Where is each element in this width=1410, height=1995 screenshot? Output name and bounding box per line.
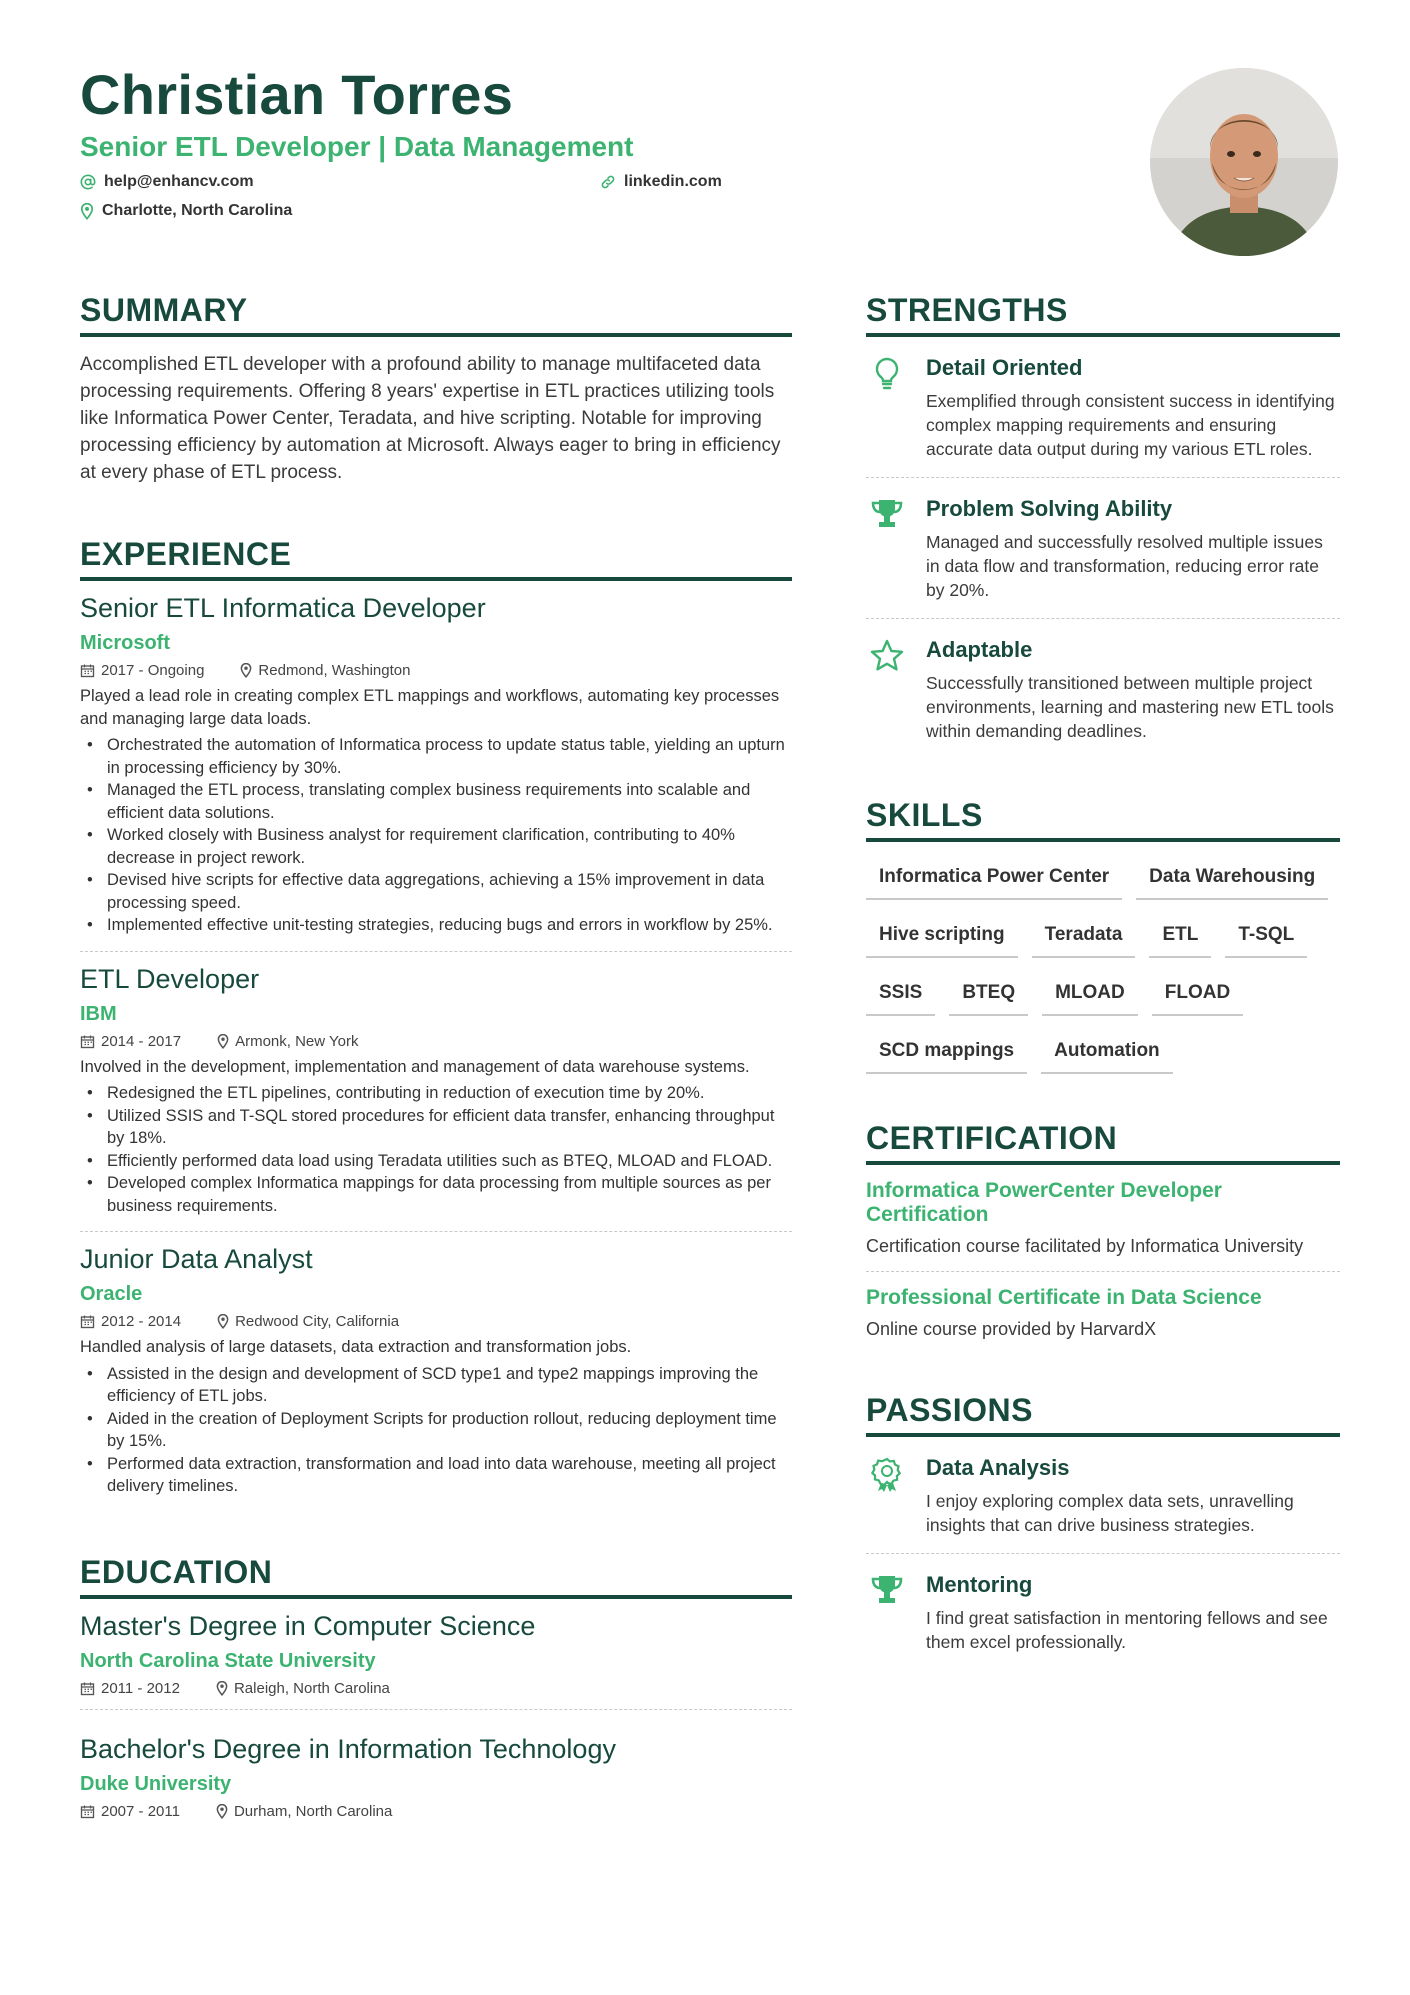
job-bullets: [80, 1363, 792, 1498]
skill-tag: MLOAD: [1042, 976, 1138, 1016]
profile-photo: [1150, 68, 1338, 256]
location-pin-icon: [80, 203, 94, 220]
job-dates: 2014 - 2017: [101, 1032, 182, 1050]
contact-linkedin[interactable]: [600, 173, 722, 191]
calendar-icon: [80, 1681, 95, 1696]
email-text: help@enhancv.com: [104, 173, 254, 190]
company-name: Microsoft: [80, 632, 170, 654]
passion-item: [866, 1553, 1340, 1670]
education-location: Raleigh, North Carolina: [233, 1679, 390, 1697]
star-icon: [870, 639, 904, 673]
at-icon: [80, 174, 96, 190]
passions-section: [866, 1392, 1340, 1670]
company-name: Oracle: [80, 1283, 143, 1305]
job-entry: [80, 951, 792, 1232]
job-title: ETL Developer: [80, 963, 260, 994]
education-dates: 2007 - 2011: [101, 1802, 180, 1820]
skill-tag: Data Warehousing: [1136, 860, 1328, 900]
job-location: Redmond, Washington: [258, 662, 411, 679]
job-bullet: • Aided in the creation of Deployment Scripts for production rollout, reducing deployment time by 15%.: [80, 1408, 792, 1453]
job-location: Redwood City, California: [235, 1313, 400, 1330]
certification-heading: CERTIFICATION: [866, 1120, 1340, 1165]
linkedin-text: linkedin.com: [624, 173, 722, 190]
trophy-icon: [870, 498, 904, 530]
company-name: IBM: [80, 1002, 117, 1025]
degree-title: Bachelor's Degree in Information Technology: [80, 1733, 616, 1764]
education-entry: [80, 1611, 792, 1709]
job-meta: [80, 1033, 792, 1050]
link-icon: [600, 174, 616, 190]
job-title: Junior Data Analyst: [80, 1244, 313, 1274]
candidate-title: Senior ETL Developer | Data Management: [80, 131, 634, 162]
experience-section: [80, 536, 792, 1512]
passion-title: Mentoring: [926, 1572, 1033, 1597]
strengths-section: [866, 292, 1340, 759]
job-location: Armonk, New York: [235, 1032, 359, 1050]
strength-text: Managed and successfully resolved multiple issues in data flow and transformation, reducing error rate by 20%.: [926, 532, 1323, 600]
passion-text: I find great satisfaction in mentoring fellows and see them excel professionally.: [926, 1608, 1328, 1652]
left-column: [80, 292, 792, 1832]
strength-title: Problem Solving Ability: [926, 496, 1173, 521]
strength-item: [866, 337, 1340, 477]
right-column: [866, 292, 1340, 1670]
job-bullet: • Assisted in the design and development of SCD type1 and type2 mappings improving the efficiency of ETL jobs.: [80, 1363, 792, 1408]
job-meta: [80, 662, 792, 679]
strength-title: Adaptable: [926, 637, 1033, 662]
skill-tag: Automation: [1041, 1034, 1173, 1074]
education-section: [80, 1554, 792, 1832]
education-meta: [80, 1680, 792, 1697]
job-dates: 2017 - Ongoing: [101, 662, 205, 679]
job-bullet: • Efficiently performed data load using Teradata utilities such as BTEQ, MLOAD and FLOAD.: [80, 1150, 792, 1173]
contact-email[interactable]: [80, 173, 254, 191]
certification-item: [866, 1271, 1340, 1354]
passions-heading: PASSIONS: [866, 1392, 1340, 1437]
location-pin-icon: [216, 1804, 228, 1819]
skills-section: [866, 797, 1340, 1074]
job-title: Senior ETL Informatica Developer: [80, 593, 486, 623]
job-bullets: [80, 1082, 792, 1217]
job-bullet: • Implemented effective unit-testing strategies, reducing bugs and errors in workflow by 25%.: [80, 914, 792, 937]
location-pin-icon: [240, 663, 252, 678]
job-bullet: • Managed the ETL process, translating complex business requirements into scalable and efficient data solutions.: [80, 779, 792, 824]
job-description: Handled analysis of large datasets, data extraction and transformation jobs.: [80, 1338, 632, 1356]
job-entry: [80, 593, 792, 951]
job-bullets: [80, 734, 792, 937]
job-bullet: • Redesigned the ETL pipelines, contributing in reduction of execution time by 20%.: [80, 1082, 792, 1105]
education-location: Durham, North Carolina: [233, 1802, 393, 1820]
education-dates: 2011 - 2012: [101, 1679, 180, 1697]
summary-text: Accomplished ETL developer with a profound ability to manage multifaceted data processing requirements. Offering 8 years' expertise in ETL practices utilizing tools like Informatica Power Center, Teradata, and hive scripting. Notable for improving processing efficiency by automation at Microsoft. Always eager to bring in efficiency at every phase of ETL process.: [80, 354, 781, 483]
location-pin-icon: [217, 1314, 229, 1329]
certification-title: Professional Certificate in Data Science: [866, 1286, 1262, 1309]
job-description: Played a lead role in creating complex ETL mappings and workflows, automating key processes and managing large data loads.: [80, 687, 780, 728]
skill-tag: SSIS: [866, 976, 935, 1016]
location-pin-icon: [217, 1034, 229, 1049]
contact-location: [80, 202, 292, 220]
skill-tag: ETL: [1149, 918, 1211, 958]
calendar-icon: [80, 1034, 95, 1049]
job-bullet: • Devised hive scripts for effective data aggregations, achieving a 15% improvement in data processing speed.: [80, 869, 792, 914]
skill-tag: SCD mappings: [866, 1034, 1027, 1074]
trophy-icon: [870, 1574, 904, 1606]
education-heading: EDUCATION: [80, 1554, 792, 1599]
passion-title: Data Analysis: [926, 1455, 1070, 1480]
certification-desc: Certification course facilitated by Informatica University: [866, 1236, 1304, 1256]
passion-text: I enjoy exploring complex data sets, unravelling insights that can drive business strategies.: [926, 1491, 1294, 1535]
summary-section: [80, 292, 792, 486]
skill-tag: Informatica Power Center: [866, 860, 1122, 900]
degree-title: Master's Degree in Computer Science: [80, 1610, 536, 1641]
strength-title: Detail Oriented: [926, 355, 1083, 380]
skills-list: [866, 860, 1340, 1074]
certification-title: Informatica PowerCenter Developer Certification: [866, 1179, 1222, 1226]
job-bullet: • Utilized SSIS and T-SQL stored procedures for efficient data transfer, enhancing throughput by 18%.: [80, 1105, 792, 1150]
experience-heading: EXPERIENCE: [80, 536, 792, 581]
summary-heading: SUMMARY: [80, 292, 792, 337]
award-ribbon-icon: [871, 1457, 903, 1493]
skill-tag: Teradata: [1032, 918, 1136, 958]
skill-tag: BTEQ: [949, 976, 1028, 1016]
lightbulb-icon: [874, 357, 900, 391]
strength-item: [866, 477, 1340, 618]
job-bullet: • Performed data extraction, transformation and load into data warehouse, meeting all project delivery timelines.: [80, 1453, 792, 1498]
candidate-name: Christian Torres: [80, 63, 514, 126]
job-dates: 2012 - 2014: [101, 1313, 182, 1330]
calendar-icon: [80, 663, 95, 678]
location-text: Charlotte, North Carolina: [102, 202, 293, 219]
passion-item: [866, 1437, 1340, 1553]
skills-heading: SKILLS: [866, 797, 1340, 842]
strength-text: Exemplified through consistent success in identifying complex mapping requirements and ensuring accurate data output during my various ETL roles.: [926, 391, 1335, 459]
strength-item: [866, 618, 1340, 759]
certification-desc: Online course provided by HarvardX: [866, 1319, 1157, 1339]
skill-tag: Hive scripting: [866, 918, 1018, 958]
job-bullet: • Orchestrated the automation of Informatica process to update status table, yielding an upturn in processing efficiency by 30%.: [80, 734, 792, 779]
school-name: North Carolina State University: [80, 1649, 376, 1672]
certification-section: [866, 1120, 1340, 1354]
calendar-icon: [80, 1804, 95, 1819]
strength-text: Successfully transitioned between multiple project environments, learning and mastering new ETL tools within demanding deadlines.: [926, 673, 1334, 741]
education-entry: [80, 1709, 792, 1832]
school-name: Duke University: [80, 1772, 232, 1795]
job-bullet: • Worked closely with Business analyst for requirement clarification, contributing to 40% decrease in project rework.: [80, 824, 792, 869]
job-bullet: • Developed complex Informatica mappings for data processing from multiple sources as per business requirements.: [80, 1172, 792, 1217]
strengths-heading: STRENGTHS: [866, 292, 1340, 337]
job-description: Involved in the development, implementation and management of data warehouse systems.: [80, 1057, 750, 1076]
certification-item: [866, 1165, 1340, 1271]
education-meta: [80, 1803, 792, 1820]
skill-tag: FLOAD: [1152, 976, 1243, 1016]
skill-tag: T-SQL: [1225, 918, 1307, 958]
location-pin-icon: [216, 1681, 228, 1696]
job-meta: [80, 1313, 792, 1330]
calendar-icon: [80, 1314, 95, 1329]
job-entry: [80, 1231, 792, 1512]
